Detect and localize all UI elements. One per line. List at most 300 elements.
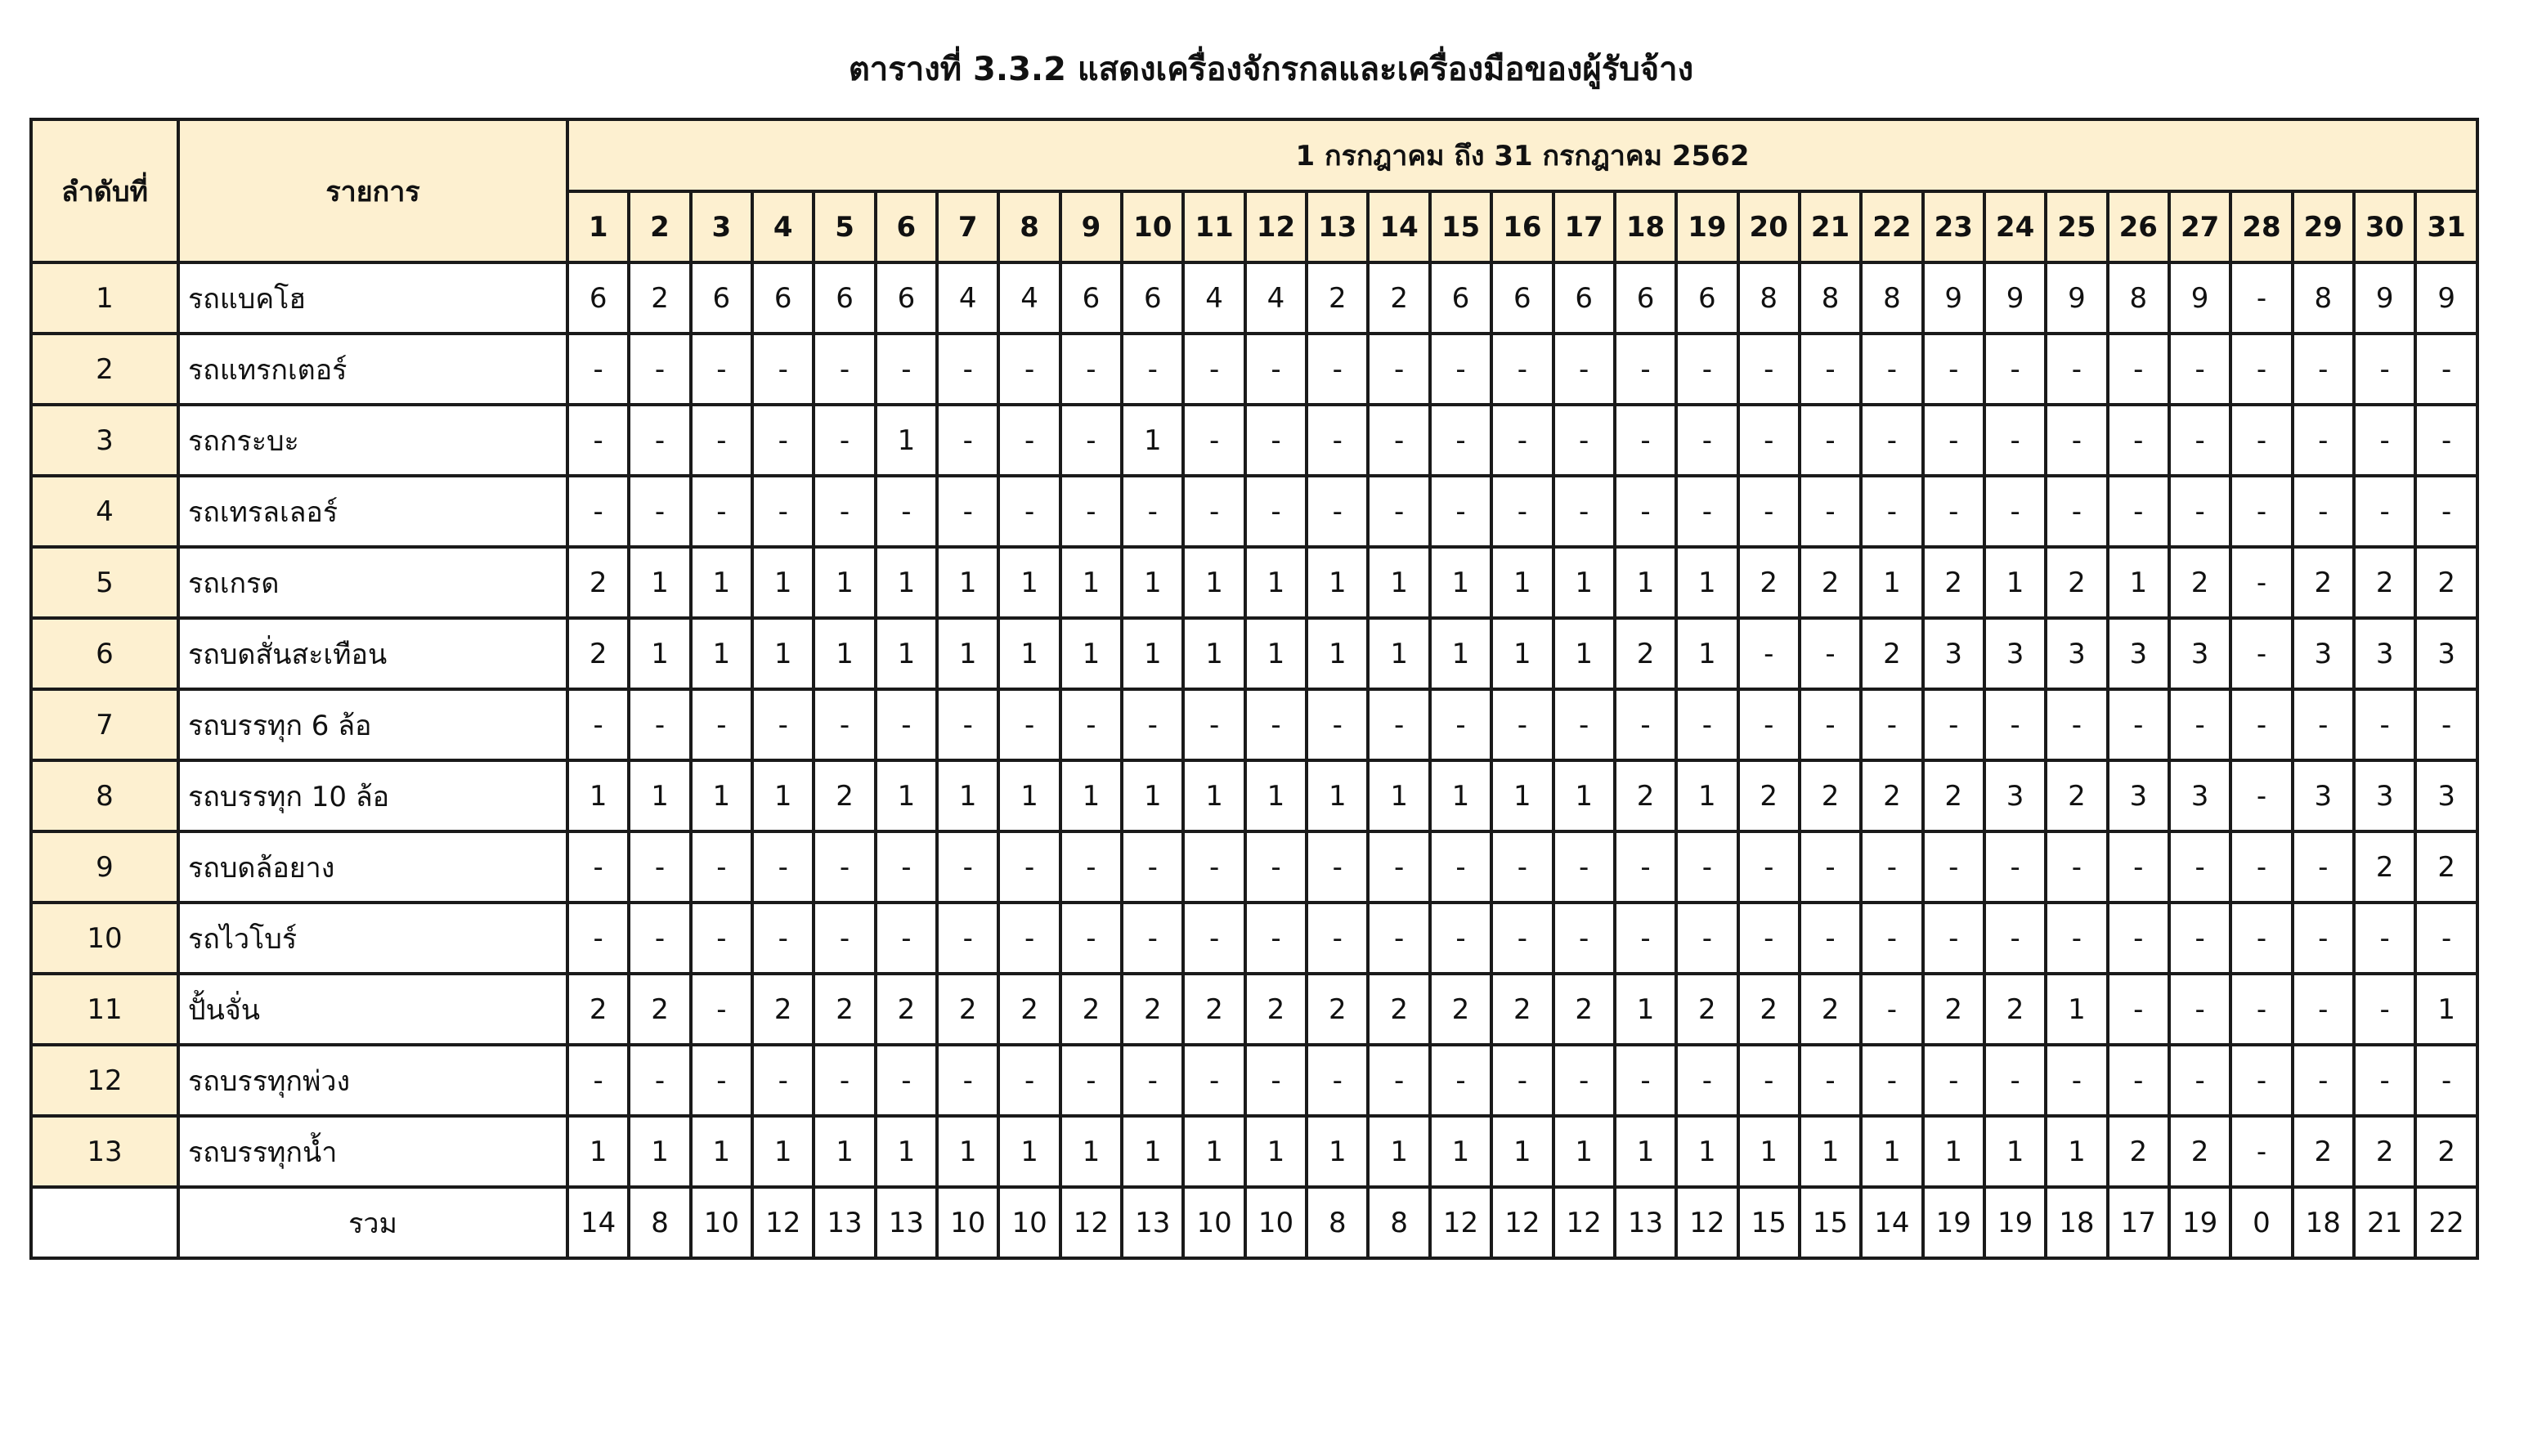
day-value-cell: 1 xyxy=(937,760,998,831)
total-value-cell: 8 xyxy=(1368,1187,1429,1258)
day-value-cell: 1 xyxy=(752,618,814,689)
day-value-cell: - xyxy=(1183,476,1244,547)
day-value-cell: 1 xyxy=(998,760,1060,831)
day-value-cell: - xyxy=(1553,405,1615,476)
day-value-cell: - xyxy=(876,1045,937,1116)
day-value-cell: - xyxy=(629,689,690,760)
day-value-cell: 1 xyxy=(691,547,752,618)
day-value-cell: 3 xyxy=(2293,618,2354,689)
day-value-cell: 1 xyxy=(629,760,690,831)
day-header: 25 xyxy=(2046,191,2107,262)
day-value-cell: - xyxy=(2415,334,2477,405)
day-value-cell: - xyxy=(2108,405,2169,476)
day-value-cell: 2 xyxy=(1984,974,2046,1045)
table-row xyxy=(31,1116,2477,1187)
total-value-cell: 22 xyxy=(2415,1187,2477,1258)
day-value-cell: 1 xyxy=(1553,1116,1615,1187)
day-value-cell: - xyxy=(1183,689,1244,760)
day-value-cell: 2 xyxy=(1491,974,1553,1045)
day-value-cell: - xyxy=(567,903,629,974)
day-value-cell: 1 xyxy=(876,405,937,476)
day-value-cell: - xyxy=(1122,1045,1183,1116)
day-value-cell: 1 xyxy=(1491,618,1553,689)
day-value-cell: 1 xyxy=(1060,547,1122,618)
day-value-cell: 6 xyxy=(1122,262,1183,334)
day-value-cell: - xyxy=(629,476,690,547)
day-value-cell: - xyxy=(691,903,752,974)
day-value-cell: - xyxy=(1676,476,1737,547)
day-value-cell: 8 xyxy=(1861,262,1922,334)
day-value-cell: - xyxy=(1245,903,1307,974)
row-index: 11 xyxy=(31,974,178,1045)
day-value-cell: - xyxy=(752,689,814,760)
day-header: 19 xyxy=(1676,191,1737,262)
day-value-cell: - xyxy=(937,476,998,547)
day-value-cell: - xyxy=(752,405,814,476)
row-item-name: รถบรรทุกน้ำ xyxy=(178,1116,567,1187)
row-item-name: รถบรรทุกพ่วง xyxy=(178,1045,567,1116)
day-value-cell: 8 xyxy=(1800,262,1861,334)
day-value-cell: - xyxy=(937,405,998,476)
day-value-cell: 1 xyxy=(1060,760,1122,831)
day-value-cell: - xyxy=(1491,903,1553,974)
day-header: 29 xyxy=(2293,191,2354,262)
day-value-cell: 1 xyxy=(1861,547,1922,618)
day-value-cell: - xyxy=(937,1045,998,1116)
day-value-cell: 1 xyxy=(998,547,1060,618)
day-value-cell: 2 xyxy=(1800,547,1861,618)
total-value-cell: 8 xyxy=(1307,1187,1368,1258)
day-value-cell: 1 xyxy=(1676,1116,1737,1187)
day-value-cell: 3 xyxy=(2108,618,2169,689)
total-value-cell: 12 xyxy=(752,1187,814,1258)
day-value-cell: 2 xyxy=(1923,760,1984,831)
day-header: 11 xyxy=(1183,191,1244,262)
total-value-cell: 13 xyxy=(814,1187,875,1258)
day-value-cell: 1 xyxy=(1368,547,1429,618)
day-value-cell: 9 xyxy=(2169,262,2230,334)
day-value-cell: 1 xyxy=(1491,760,1553,831)
day-value-cell: - xyxy=(567,831,629,903)
day-value-cell: - xyxy=(629,405,690,476)
total-value-cell: 14 xyxy=(567,1187,629,1258)
day-value-cell: - xyxy=(1122,334,1183,405)
day-value-cell: 1 xyxy=(691,1116,752,1187)
day-value-cell: - xyxy=(1984,689,2046,760)
day-value-cell: - xyxy=(1245,476,1307,547)
day-value-cell: 2 xyxy=(814,974,875,1045)
day-value-cell: 2 xyxy=(2415,831,2477,903)
day-header: 31 xyxy=(2415,191,2477,262)
day-value-cell: - xyxy=(1800,618,1861,689)
day-value-cell: - xyxy=(1615,476,1676,547)
day-value-cell: - xyxy=(1738,903,1800,974)
day-value-cell: - xyxy=(2354,405,2415,476)
day-value-cell: - xyxy=(2046,476,2107,547)
day-value-cell: - xyxy=(2230,689,2292,760)
day-value-cell: 1 xyxy=(937,1116,998,1187)
total-value-cell: 12 xyxy=(1553,1187,1615,1258)
day-value-cell: 2 xyxy=(937,974,998,1045)
total-value-cell: 19 xyxy=(2169,1187,2230,1258)
total-value-cell: 12 xyxy=(1676,1187,1737,1258)
day-header: 3 xyxy=(691,191,752,262)
day-value-cell: - xyxy=(2354,903,2415,974)
day-value-cell: - xyxy=(1861,689,1922,760)
total-value-cell: 13 xyxy=(876,1187,937,1258)
total-value-cell: 18 xyxy=(2293,1187,2354,1258)
day-value-cell: 1 xyxy=(1738,1116,1800,1187)
day-value-cell: - xyxy=(1984,334,2046,405)
day-value-cell: 1 xyxy=(1060,1116,1122,1187)
day-value-cell: - xyxy=(814,689,875,760)
day-header: 13 xyxy=(1307,191,1368,262)
row-item-name: รถกระบะ xyxy=(178,405,567,476)
day-value-cell: - xyxy=(1245,405,1307,476)
day-value-cell: - xyxy=(1553,476,1615,547)
day-value-cell: - xyxy=(1368,334,1429,405)
day-header: 26 xyxy=(2108,191,2169,262)
day-value-cell: 6 xyxy=(814,262,875,334)
table-row xyxy=(31,903,2477,974)
day-value-cell: - xyxy=(1245,831,1307,903)
day-value-cell: - xyxy=(2293,974,2354,1045)
row-index: 3 xyxy=(31,405,178,476)
day-value-cell: - xyxy=(1245,689,1307,760)
day-value-cell: - xyxy=(2108,831,2169,903)
row-index: 5 xyxy=(31,547,178,618)
day-value-cell: - xyxy=(691,831,752,903)
row-item-name: รถบรรทุก 6 ล้อ xyxy=(178,689,567,760)
day-value-cell: 2 xyxy=(567,974,629,1045)
day-header: 8 xyxy=(998,191,1060,262)
day-value-cell: - xyxy=(2230,262,2292,334)
day-header: 27 xyxy=(2169,191,2230,262)
day-value-cell: 3 xyxy=(1984,618,2046,689)
table-row xyxy=(31,476,2477,547)
day-value-cell: 1 xyxy=(2046,974,2107,1045)
page-title: ตารางที่ 3.3.2 แสดงเครื่องจักรกลและเครื่องมือของผู้รับจ้าง xyxy=(848,51,1694,88)
day-value-cell: - xyxy=(2046,831,2107,903)
day-value-cell: 2 xyxy=(1738,974,1800,1045)
total-value-cell: 8 xyxy=(629,1187,690,1258)
day-value-cell: - xyxy=(876,903,937,974)
day-value-cell: - xyxy=(2354,476,2415,547)
day-value-cell: - xyxy=(1676,831,1737,903)
day-value-cell: 9 xyxy=(2415,262,2477,334)
total-value-cell: 12 xyxy=(1430,1187,1491,1258)
day-value-cell: 1 xyxy=(1245,760,1307,831)
machinery-table xyxy=(29,118,2479,1260)
day-value-cell: - xyxy=(2230,831,2292,903)
day-value-cell: - xyxy=(937,689,998,760)
day-value-cell: - xyxy=(1800,1045,1861,1116)
day-value-cell: 1 xyxy=(752,760,814,831)
day-value-cell: - xyxy=(1307,689,1368,760)
day-value-cell: 2 xyxy=(629,974,690,1045)
day-value-cell: - xyxy=(814,334,875,405)
day-value-cell: - xyxy=(1430,831,1491,903)
total-value-cell: 19 xyxy=(1984,1187,2046,1258)
total-value-cell: 17 xyxy=(2108,1187,2169,1258)
day-value-cell: - xyxy=(2293,476,2354,547)
day-value-cell: - xyxy=(1307,334,1368,405)
day-value-cell: - xyxy=(1923,689,1984,760)
day-value-cell: - xyxy=(1060,903,1122,974)
day-header: 12 xyxy=(1245,191,1307,262)
day-value-cell: 9 xyxy=(1984,262,2046,334)
day-value-cell: - xyxy=(998,689,1060,760)
day-value-cell: 1 xyxy=(1430,547,1491,618)
day-value-cell: 1 xyxy=(814,1116,875,1187)
day-header: 18 xyxy=(1615,191,1676,262)
day-value-cell: 2 xyxy=(2169,547,2230,618)
day-value-cell: - xyxy=(1676,405,1737,476)
day-value-cell: 1 xyxy=(1060,618,1122,689)
total-value-cell: 12 xyxy=(1060,1187,1122,1258)
day-value-cell: 2 xyxy=(567,547,629,618)
day-value-cell: 1 xyxy=(998,618,1060,689)
day-header: 1 xyxy=(567,191,629,262)
total-value-cell: 10 xyxy=(998,1187,1060,1258)
day-value-cell: 2 xyxy=(876,974,937,1045)
day-value-cell: - xyxy=(1122,831,1183,903)
day-value-cell: - xyxy=(1430,1045,1491,1116)
day-value-cell: 2 xyxy=(1923,547,1984,618)
total-value-cell: 15 xyxy=(1800,1187,1861,1258)
day-value-cell: - xyxy=(2230,476,2292,547)
day-value-cell: - xyxy=(1800,476,1861,547)
day-value-cell: - xyxy=(2169,974,2230,1045)
row-item-name: รถแทรกเตอร์ xyxy=(178,334,567,405)
total-value-cell: 13 xyxy=(1122,1187,1183,1258)
day-value-cell: 1 xyxy=(1245,1116,1307,1187)
day-value-cell: - xyxy=(1245,1045,1307,1116)
day-value-cell: - xyxy=(1183,405,1244,476)
day-value-cell: - xyxy=(691,405,752,476)
row-index: 8 xyxy=(31,760,178,831)
table-row xyxy=(31,334,2477,405)
day-value-cell: 1 xyxy=(1122,1116,1183,1187)
day-value-cell: - xyxy=(1122,476,1183,547)
day-value-cell: - xyxy=(1430,903,1491,974)
day-value-cell: - xyxy=(752,831,814,903)
day-value-cell: - xyxy=(629,831,690,903)
day-value-cell: 6 xyxy=(876,262,937,334)
day-value-cell: - xyxy=(1984,831,2046,903)
day-value-cell: 1 xyxy=(876,760,937,831)
day-header: 6 xyxy=(876,191,937,262)
day-value-cell: - xyxy=(1553,831,1615,903)
day-value-cell: - xyxy=(1615,1045,1676,1116)
day-value-cell: 3 xyxy=(1923,618,1984,689)
day-value-cell: 1 xyxy=(1183,618,1244,689)
day-value-cell: - xyxy=(876,476,937,547)
day-value-cell: 1 xyxy=(1368,1116,1429,1187)
item-column-header: รายการ xyxy=(178,119,567,262)
day-value-cell: 2 xyxy=(1861,618,1922,689)
day-value-cell: 4 xyxy=(1183,262,1244,334)
day-value-cell: - xyxy=(1615,689,1676,760)
total-value-cell: 19 xyxy=(1923,1187,1984,1258)
day-value-cell: - xyxy=(1676,1045,1737,1116)
day-value-cell: - xyxy=(2108,1045,2169,1116)
day-value-cell: - xyxy=(1738,405,1800,476)
day-value-cell: 4 xyxy=(998,262,1060,334)
day-value-cell: 1 xyxy=(1800,1116,1861,1187)
day-value-cell: 1 xyxy=(1183,547,1244,618)
day-value-cell: 9 xyxy=(2046,262,2107,334)
row-item-name: รถเทรลเลอร์ xyxy=(178,476,567,547)
day-value-cell: 2 xyxy=(1430,974,1491,1045)
day-value-cell: 1 xyxy=(814,547,875,618)
day-value-cell: - xyxy=(2046,334,2107,405)
day-value-cell: 2 xyxy=(1676,974,1737,1045)
row-index: 13 xyxy=(31,1116,178,1187)
day-value-cell: 2 xyxy=(2354,831,2415,903)
day-value-cell: 1 xyxy=(1430,760,1491,831)
day-value-cell: - xyxy=(2169,1045,2230,1116)
day-value-cell: - xyxy=(998,831,1060,903)
day-value-cell: - xyxy=(2293,1045,2354,1116)
day-value-cell: - xyxy=(1491,831,1553,903)
table-row xyxy=(31,618,2477,689)
table-row xyxy=(31,974,2477,1045)
day-value-cell: 1 xyxy=(1307,547,1368,618)
day-value-cell: - xyxy=(1676,689,1737,760)
day-value-cell: 2 xyxy=(2415,547,2477,618)
day-value-cell: - xyxy=(1861,903,1922,974)
total-value-cell: 13 xyxy=(1615,1187,1676,1258)
day-value-cell: - xyxy=(1368,903,1429,974)
total-row xyxy=(31,1187,2477,1258)
day-value-cell: 2 xyxy=(2046,547,2107,618)
day-value-cell: - xyxy=(629,903,690,974)
day-value-cell: - xyxy=(2169,903,2230,974)
row-index: 1 xyxy=(31,262,178,334)
day-value-cell: - xyxy=(2230,1045,2292,1116)
row-index: 6 xyxy=(31,618,178,689)
day-value-cell: - xyxy=(2415,405,2477,476)
total-value-cell: 15 xyxy=(1738,1187,1800,1258)
day-value-cell: - xyxy=(2354,1045,2415,1116)
table-row xyxy=(31,262,2477,334)
day-value-cell: 1 xyxy=(937,618,998,689)
day-value-cell: 6 xyxy=(1060,262,1122,334)
day-value-cell: - xyxy=(1738,831,1800,903)
day-value-cell: - xyxy=(1430,405,1491,476)
day-header: 10 xyxy=(1122,191,1183,262)
day-value-cell: - xyxy=(1738,689,1800,760)
day-value-cell: - xyxy=(1861,476,1922,547)
day-value-cell: 1 xyxy=(1676,547,1737,618)
day-value-cell: - xyxy=(876,831,937,903)
day-value-cell: - xyxy=(752,476,814,547)
day-value-cell: 3 xyxy=(2169,760,2230,831)
day-value-cell: - xyxy=(1060,831,1122,903)
day-value-cell: - xyxy=(2108,974,2169,1045)
day-value-cell: - xyxy=(2108,334,2169,405)
day-value-cell: 1 xyxy=(1307,1116,1368,1187)
day-header: 14 xyxy=(1368,191,1429,262)
table-row xyxy=(31,689,2477,760)
day-value-cell: - xyxy=(1738,1045,1800,1116)
day-value-cell: 1 xyxy=(998,1116,1060,1187)
day-value-cell: - xyxy=(752,903,814,974)
day-value-cell: - xyxy=(1183,903,1244,974)
day-value-cell: - xyxy=(1491,405,1553,476)
day-header: 15 xyxy=(1430,191,1491,262)
day-value-cell: - xyxy=(1923,1045,1984,1116)
day-value-cell: - xyxy=(1060,1045,1122,1116)
day-value-cell: - xyxy=(998,405,1060,476)
day-value-cell: - xyxy=(1861,334,1922,405)
day-value-cell: 2 xyxy=(2293,1116,2354,1187)
day-value-cell: - xyxy=(691,334,752,405)
day-value-cell: - xyxy=(1183,1045,1244,1116)
day-value-cell: 1 xyxy=(1553,760,1615,831)
row-index: 9 xyxy=(31,831,178,903)
day-value-cell: 1 xyxy=(691,760,752,831)
day-value-cell: 2 xyxy=(1553,974,1615,1045)
day-value-cell: 1 xyxy=(1122,760,1183,831)
day-header: 5 xyxy=(814,191,875,262)
day-value-cell: - xyxy=(1430,689,1491,760)
day-value-cell: - xyxy=(2415,689,2477,760)
day-value-cell: - xyxy=(2169,689,2230,760)
day-value-cell: 1 xyxy=(1245,618,1307,689)
day-value-cell: 2 xyxy=(1615,760,1676,831)
day-value-cell: - xyxy=(998,476,1060,547)
day-value-cell: - xyxy=(1861,974,1922,1045)
day-value-cell: - xyxy=(1800,831,1861,903)
day-value-cell: 2 xyxy=(1368,262,1429,334)
day-header: 21 xyxy=(1800,191,1861,262)
day-value-cell: - xyxy=(1923,405,1984,476)
day-value-cell: - xyxy=(1491,476,1553,547)
day-value-cell: - xyxy=(1984,405,2046,476)
day-value-cell: - xyxy=(876,334,937,405)
row-item-name: รถบดล้อยาง xyxy=(178,831,567,903)
day-value-cell: 2 xyxy=(1738,760,1800,831)
day-value-cell: 3 xyxy=(2415,760,2477,831)
day-value-cell: 4 xyxy=(937,262,998,334)
day-value-cell: 1 xyxy=(876,1116,937,1187)
day-header: 7 xyxy=(937,191,998,262)
day-value-cell: 2 xyxy=(2046,760,2107,831)
index-column-header: ลำดับที่ xyxy=(31,119,178,262)
day-value-cell: - xyxy=(567,689,629,760)
day-header: 24 xyxy=(1984,191,2046,262)
day-value-cell: 3 xyxy=(2354,760,2415,831)
day-value-cell: - xyxy=(1615,334,1676,405)
total-value-cell: 21 xyxy=(2354,1187,2415,1258)
day-value-cell: - xyxy=(1553,1045,1615,1116)
day-value-cell: - xyxy=(814,476,875,547)
day-value-cell: 2 xyxy=(998,974,1060,1045)
day-value-cell: 2 xyxy=(2354,1116,2415,1187)
day-header: 2 xyxy=(629,191,690,262)
day-value-cell: - xyxy=(2293,405,2354,476)
total-value-cell: 10 xyxy=(691,1187,752,1258)
total-value-cell: 10 xyxy=(1245,1187,1307,1258)
day-value-cell: - xyxy=(2415,476,2477,547)
table-row xyxy=(31,760,2477,831)
day-value-cell: 1 xyxy=(1553,547,1615,618)
day-value-cell: 3 xyxy=(2293,760,2354,831)
day-value-cell: 2 xyxy=(752,974,814,1045)
day-value-cell: - xyxy=(1615,405,1676,476)
